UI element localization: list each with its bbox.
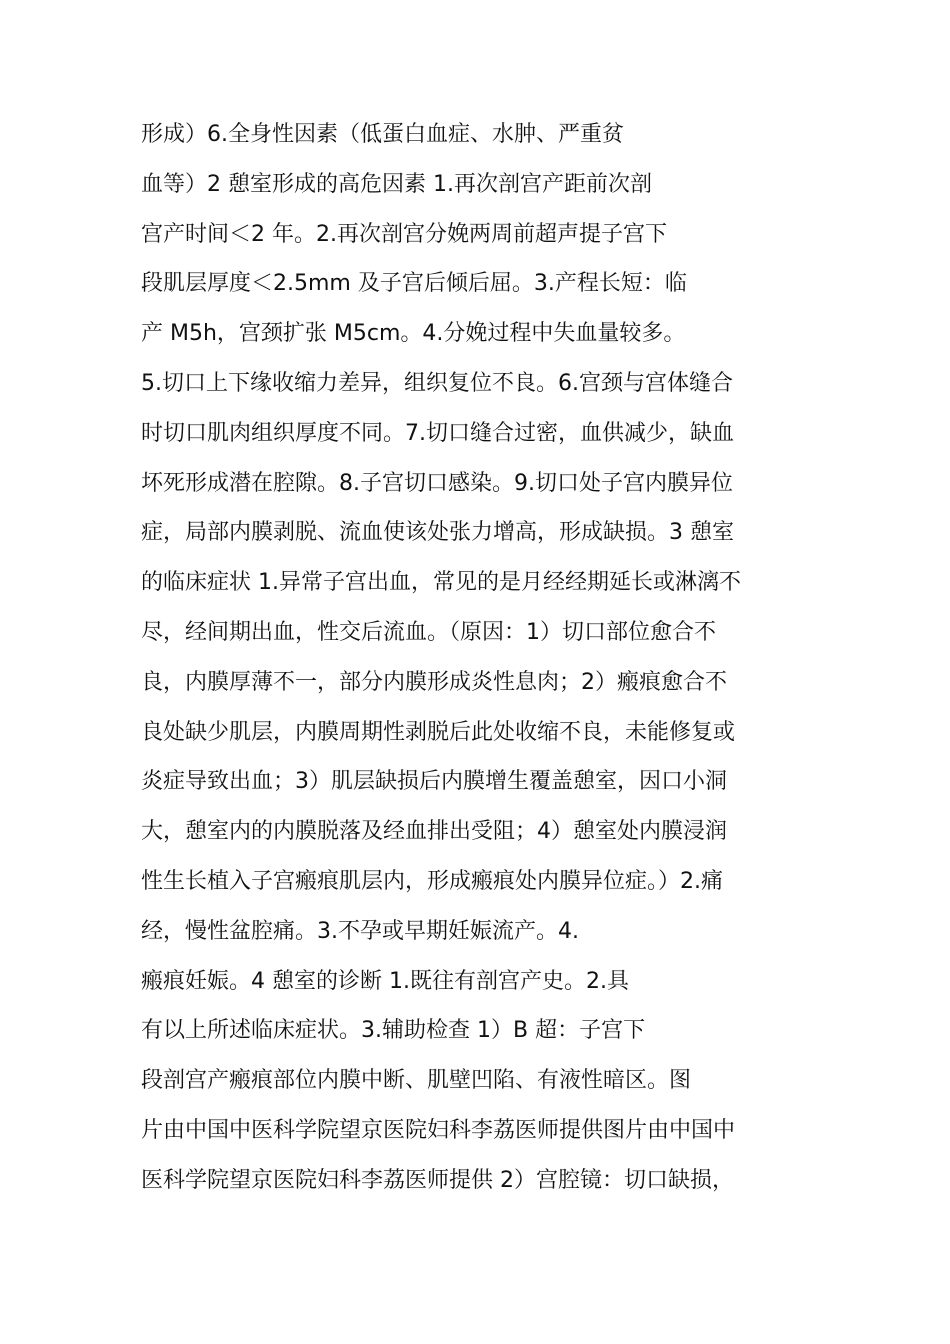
text-line: 症，局部内膜剥脱、流血使该处张力增高，形成缺损。3 憩室 [141, 520, 734, 546]
text-line: 炎症导致出血；3）肌层缺损后内膜增生覆盖憩室，因口小洞 [141, 769, 727, 795]
text-line: 血等）2 憩室形成的高危因素 1.再次剖宫产距前次剖 [141, 171, 652, 197]
body-text [141, 110, 821, 1206]
text-line: 产 M5h，宫颈扩张 M5cm。4.分娩过程中失血量较多。 [141, 321, 686, 347]
text-line: 宫产时间＜2 年。2.再次剖宫分娩两周前超声提子宫下 [141, 221, 667, 247]
text-line: 形成）6.全身性因素（低蛋白血症、水肿、严重贫 [141, 122, 624, 147]
text-line: 性生长植入子宫瘢痕肌层内，形成瘢痕处内膜异位症。）2.痛 [141, 868, 723, 894]
text-line: 段剖宫产瘢痕部位内膜中断、肌壁凹陷、有液性暗区。图 [141, 1068, 692, 1094]
text-line: 经，慢性盆腔痛。3.不孕或早期妊娠流产。4. [141, 918, 579, 944]
text-line: 良，内膜厚薄不一，部分内膜形成炎性息肉；2）瘢痕愈合不 [141, 669, 727, 695]
text-line: 片由中国中医科学院望京医院妇科李荔医师提供图片由中国中 [141, 1117, 736, 1143]
text-line: 医科学院望京医院妇科李荔医师提供 2）宫腔镜：切口缺损， [141, 1167, 734, 1193]
text-line: 瘢痕妊娠。4 憩室的诊断 1.既往有剖宫产史。2.具 [141, 968, 629, 994]
text-line: 的临床症状 1.异常子宫出血，常见的是月经经期延长或淋漓不 [141, 570, 741, 596]
text-line: 有以上所述临床症状。3.辅助检查 1）B 超：子宫下 [141, 1018, 646, 1044]
text-line: 坏死形成潜在腔隙。8.子宫切口感染。9.切口处子宫内膜异位 [141, 470, 733, 496]
text-line: 时切口肌肉组织厚度不同。7.切口缝合过密，血供减少，缺血 [141, 420, 734, 446]
text-line: 5.切口上下缘收缩力差异，组织复位不良。6.宫颈与宫体缝合 [141, 370, 733, 396]
text-line: 大，憩室内的内膜脱落及经血排出受阻；4）憩室处内膜浸润 [141, 819, 727, 845]
text-line: 尽，经间期出血，性交后流血。（原因：1）切口部位愈合不 [141, 619, 716, 645]
text-line: 良处缺少肌层，内膜周期性剥脱后此处收缩不良，未能修复或 [141, 719, 736, 745]
text-line: 段肌层厚度＜2.5mm 及子宫后倾后屈。3.产程长短：临 [141, 271, 687, 297]
